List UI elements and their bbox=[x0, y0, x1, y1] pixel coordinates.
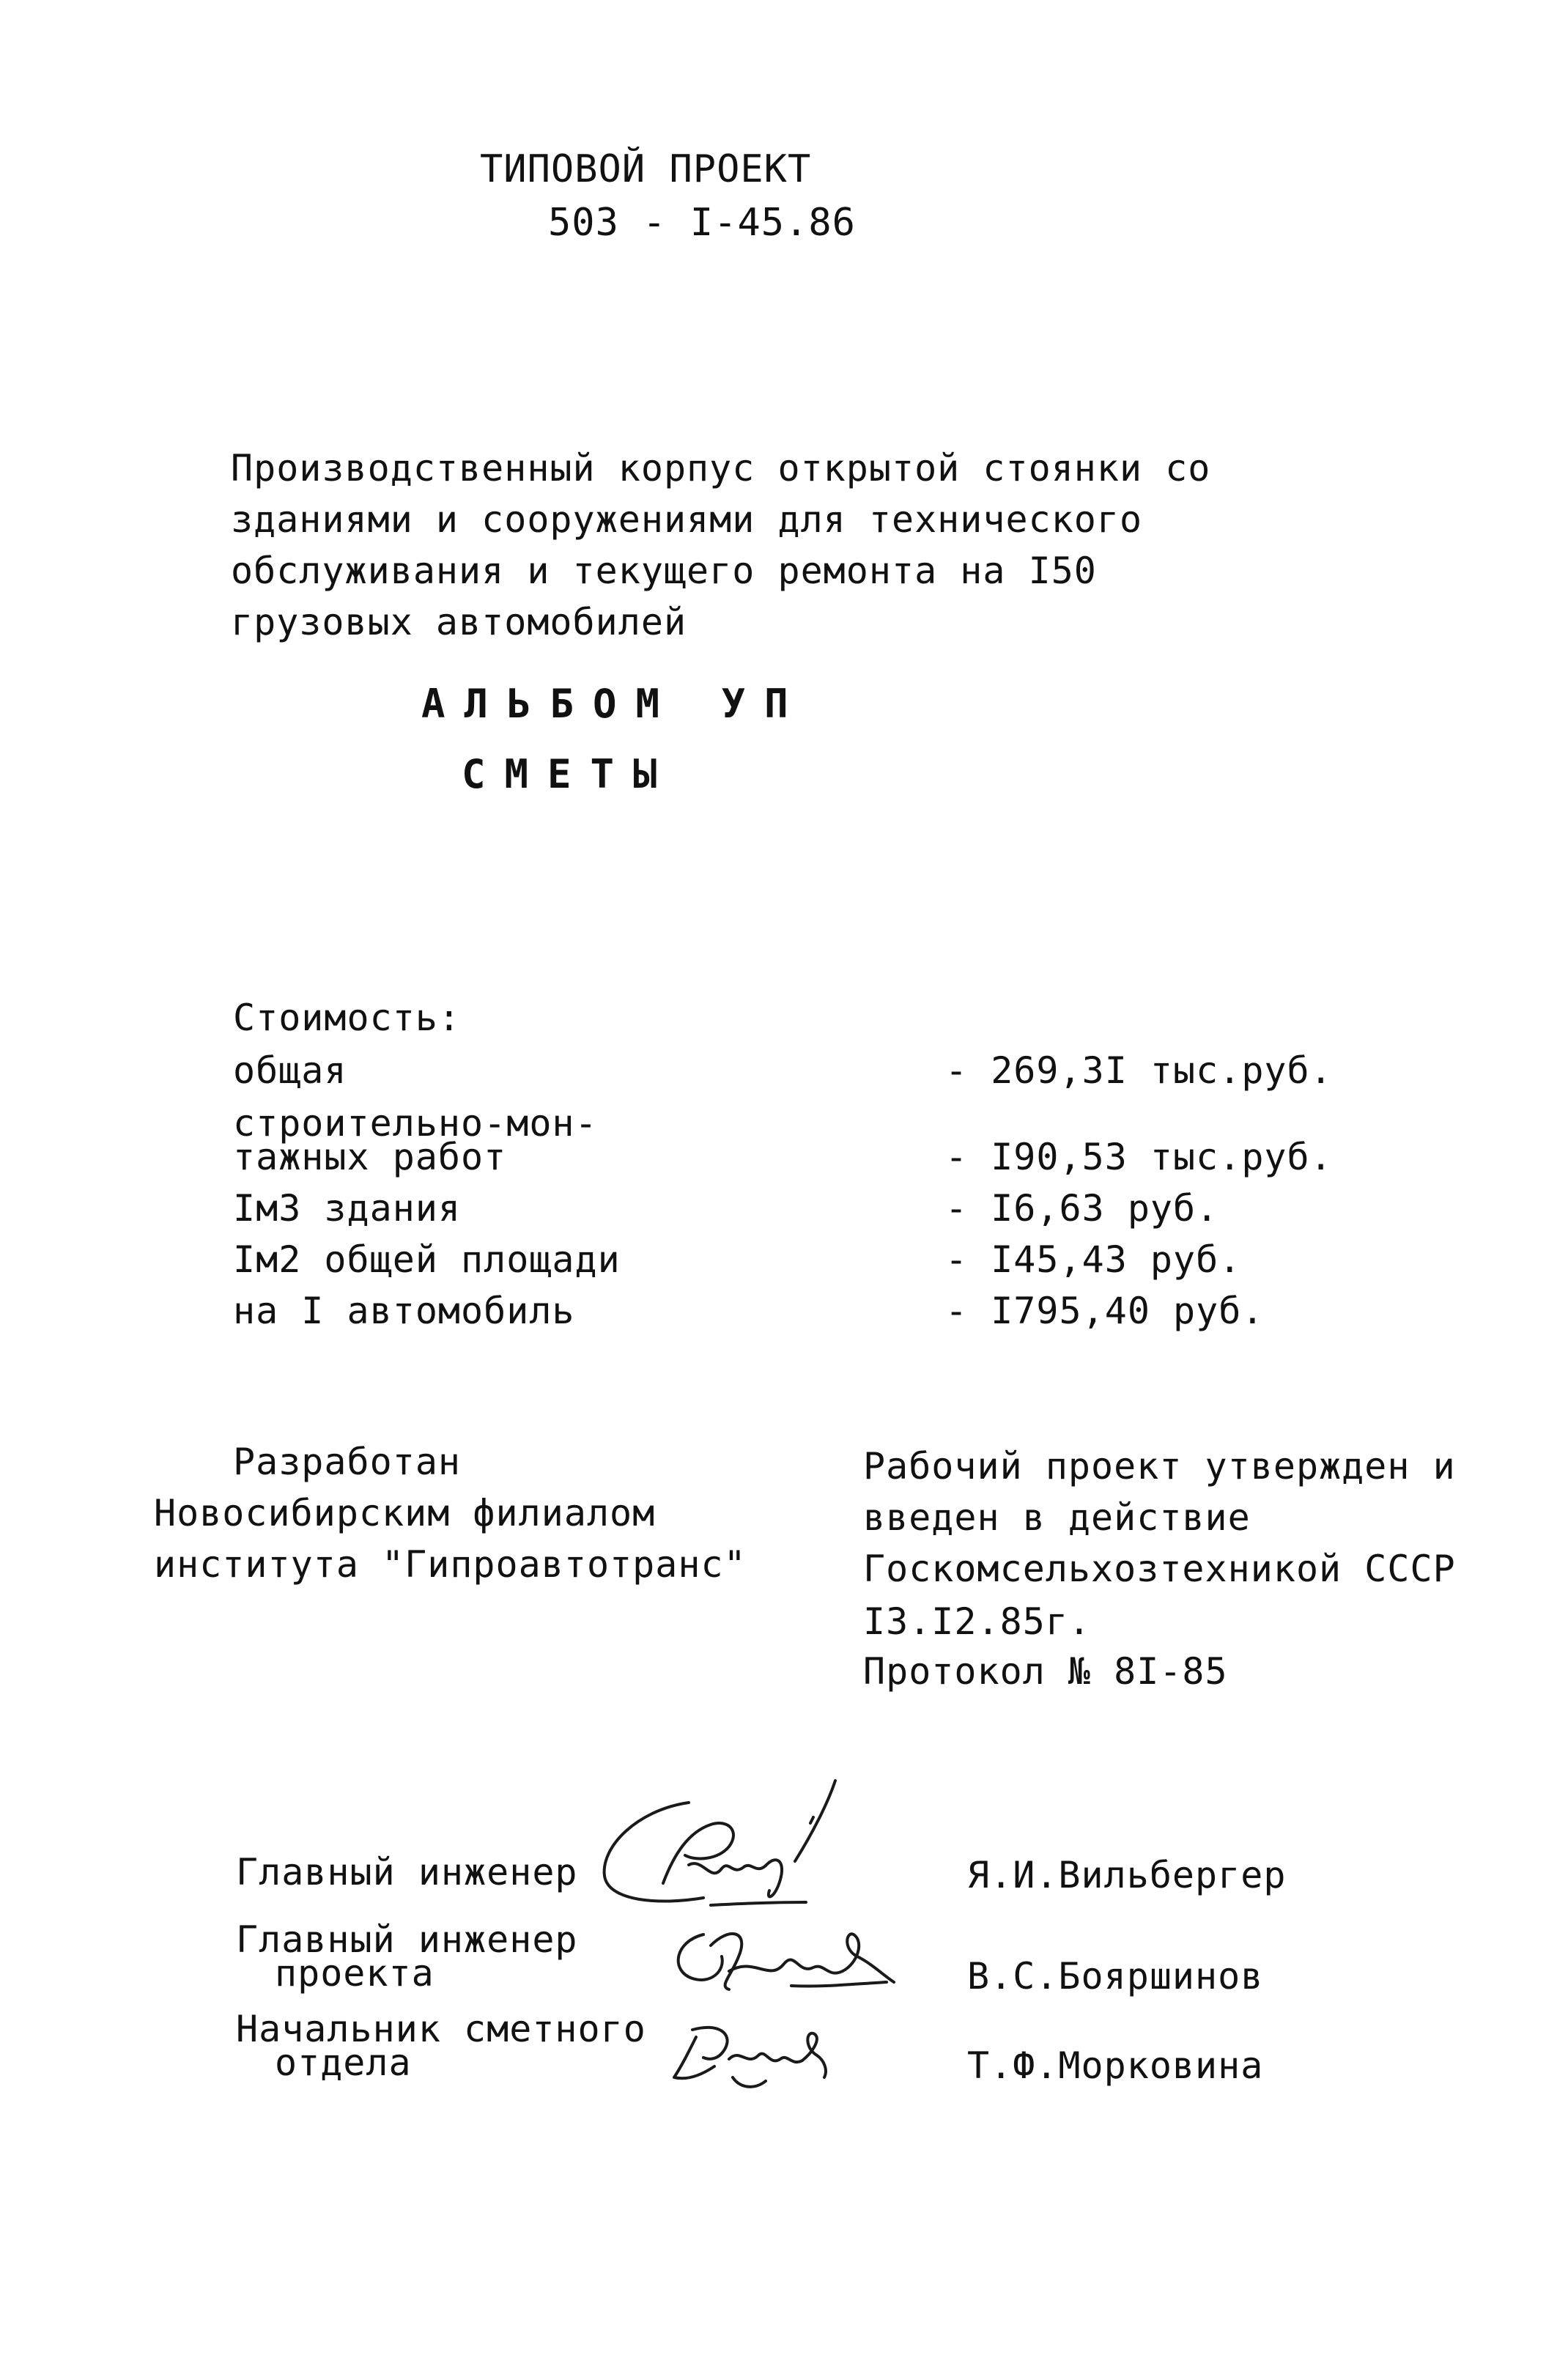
album-label: АЛЬБОМ УП bbox=[421, 681, 807, 727]
signatory-role-2b: проекта bbox=[275, 1952, 434, 1995]
signatory-role-3: Начальник сметного bbox=[236, 2008, 646, 2050]
signatory-name-2: В.С.Бояршинов bbox=[967, 1955, 1264, 1998]
signature-estimate-dept-head bbox=[659, 2008, 835, 2103]
developer-line-3: института "Гипроавтотранс" bbox=[154, 1543, 747, 1586]
title-line-1: Производственный корпус открытой стоянки со bbox=[231, 447, 1211, 489]
project-number: 503 - I-45.86 bbox=[548, 201, 856, 245]
signatory-role-2: Главный инженер bbox=[236, 1918, 578, 1961]
cost-value-per-m2: - I45,43 руб. bbox=[945, 1238, 1242, 1281]
cost-value-total: - 269,3I тыс.руб. bbox=[945, 1049, 1333, 1092]
cost-label-per-vehicle: на I автомобиль bbox=[233, 1290, 575, 1332]
signatory-name-1: Я.И.Вильбергер bbox=[967, 1854, 1287, 1896]
signatory-role-1: Главный инженер bbox=[236, 1851, 578, 1893]
cost-value-construction: - I90,53 тыс.руб. bbox=[945, 1136, 1333, 1178]
approval-line-2: введен в действие bbox=[863, 1496, 1251, 1539]
developer-line-1: Разработан bbox=[233, 1441, 462, 1483]
approval-line-3: Госкомсельхозтехникой СССР bbox=[863, 1548, 1456, 1590]
title-line-3: обслуживания и текущего ремонта на I50 bbox=[231, 550, 1097, 592]
album-subtitle: СМЕТЫ bbox=[462, 751, 676, 797]
approval-line-5: Протокол № 8I-85 bbox=[863, 1650, 1228, 1693]
signatory-role-3b: отдела bbox=[275, 2041, 412, 2084]
title-line-4: грузовых автомобилей bbox=[231, 601, 687, 643]
developer-line-2: Новосибирским филиалом bbox=[154, 1492, 656, 1534]
cost-label-construction-2: тажных работ bbox=[233, 1136, 507, 1178]
cost-heading: Стоимость: bbox=[233, 997, 462, 1039]
signatory-name-3: Т.Ф.Морковина bbox=[967, 2044, 1264, 2087]
cost-value-per-m3: - I6,63 руб. bbox=[945, 1187, 1219, 1230]
signature-project-chief-engineer bbox=[659, 1912, 901, 2015]
project-type: ТИПОВОЙ ПРОЕКТ bbox=[480, 147, 812, 191]
cost-value-per-vehicle: - I795,40 руб. bbox=[945, 1290, 1265, 1332]
cost-label-construction: строительно-мон- bbox=[233, 1102, 598, 1145]
signature-chief-engineer bbox=[593, 1773, 872, 1920]
approval-line-1: Рабочий проект утвержден и bbox=[863, 1445, 1456, 1488]
cost-label-per-m2: Iм2 общей площади bbox=[233, 1238, 621, 1281]
cost-label-total: общая bbox=[233, 1049, 347, 1092]
approval-line-4: I3.I2.85г. bbox=[863, 1600, 1092, 1643]
title-line-2: зданиями и сооружениями для технического bbox=[231, 498, 1143, 541]
cost-label-per-m3: Iм3 здания bbox=[233, 1187, 462, 1230]
